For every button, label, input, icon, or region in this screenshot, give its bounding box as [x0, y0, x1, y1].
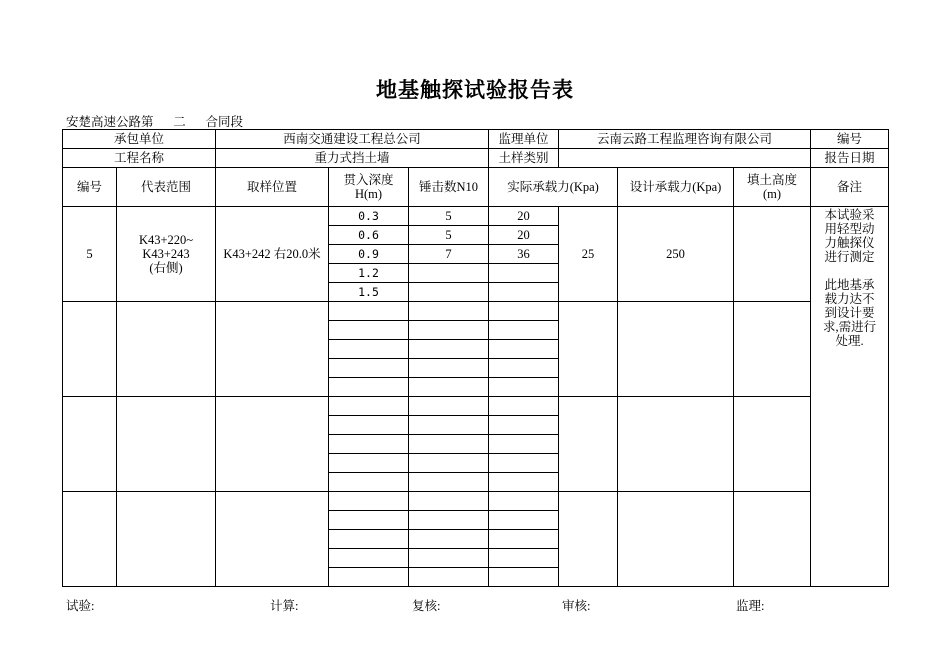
depth-cell — [329, 397, 409, 416]
supervise-signature-label: 监理: — [736, 599, 765, 613]
actual-cell — [489, 378, 559, 397]
group1-fill-height — [734, 207, 811, 302]
actual-cell — [489, 264, 559, 283]
audit-signature-label: 审核: — [562, 599, 591, 613]
group4-range — [117, 492, 216, 587]
actual-cell — [489, 397, 559, 416]
blows-cell: 5 — [409, 207, 489, 226]
contract-suffix: 合同段 — [205, 115, 244, 129]
test-signature-label: 试验: — [66, 599, 95, 613]
depth-cell — [329, 321, 409, 340]
group4-location — [216, 492, 329, 587]
remark-cell: 本试验采 用轻型动 力触探仪 进行测定 此地基承 载力达不 到设计要 求,需进行 处理. — [811, 207, 889, 587]
page-title: 地基触探试验报告表 — [376, 78, 574, 102]
blows-cell — [409, 473, 489, 492]
column-header-row — [63, 168, 889, 207]
blows-cell — [409, 264, 489, 283]
col-header-design: 设计承载力(Kpa) — [618, 168, 734, 207]
calc-signature-label: 计算: — [270, 599, 299, 613]
project-value: 重力式挡土墙 — [216, 149, 489, 168]
header-row-2 — [63, 149, 889, 168]
depth-cell: 0.9 — [329, 245, 409, 264]
depth-cell — [329, 359, 409, 378]
actual-cell — [489, 568, 559, 587]
col-header-remark: 备注 — [811, 168, 889, 207]
blows-cell — [409, 549, 489, 568]
table-row — [63, 302, 889, 321]
review-signature-label: 复核: — [412, 599, 441, 613]
blows-cell: 7 — [409, 245, 489, 264]
contract-prefix: 安楚高速公路第 — [66, 115, 154, 129]
group2-design — [618, 302, 734, 397]
actual-cell — [489, 511, 559, 530]
group4-no — [63, 492, 117, 587]
actual-cell — [489, 530, 559, 549]
group2-avg-actual — [559, 302, 618, 397]
actual-cell — [489, 302, 559, 321]
header-row-1 — [63, 130, 889, 149]
col-header-depth: 贯入深度 H(m) — [329, 168, 409, 207]
depth-cell: 1.2 — [329, 264, 409, 283]
blows-cell — [409, 530, 489, 549]
col-header-fill: 填土高度 (m) — [734, 168, 811, 207]
blows-cell — [409, 321, 489, 340]
supervisor-label: 监理单位 — [489, 130, 559, 149]
supervisor-value: 云南云路工程监理咨询有限公司 — [559, 130, 811, 149]
col-header-location: 取样位置 — [216, 168, 329, 207]
depth-cell — [329, 473, 409, 492]
depth-cell: 0.3 — [329, 207, 409, 226]
depth-cell — [329, 340, 409, 359]
depth-cell — [329, 416, 409, 435]
actual-cell — [489, 549, 559, 568]
col-header-blows: 锤击数N10 — [409, 168, 489, 207]
number-label: 编号 — [811, 130, 889, 149]
blows-cell — [409, 340, 489, 359]
test-report-table — [62, 129, 889, 587]
blows-cell — [409, 511, 489, 530]
contractor-value: 西南交通建设工程总公司 — [216, 130, 489, 149]
actual-cell — [489, 492, 559, 511]
col-header-range: 代表范围 — [117, 168, 216, 207]
depth-cell — [329, 568, 409, 587]
col-header-actual: 实际承载力(Kpa) — [489, 168, 618, 207]
blows-cell — [409, 302, 489, 321]
group4-avg-actual — [559, 492, 618, 587]
blows-cell — [409, 492, 489, 511]
blows-cell — [409, 397, 489, 416]
actual-cell — [489, 435, 559, 454]
signature-footer — [66, 596, 888, 612]
blows-cell — [409, 568, 489, 587]
blows-cell — [409, 378, 489, 397]
depth-cell — [329, 530, 409, 549]
depth-cell — [329, 302, 409, 321]
blows-cell — [409, 454, 489, 473]
blows-cell — [409, 359, 489, 378]
group3-range — [117, 397, 216, 492]
blows-cell: 5 — [409, 226, 489, 245]
blows-cell — [409, 283, 489, 302]
group3-location — [216, 397, 329, 492]
group3-fill-height — [734, 397, 811, 492]
blows-cell — [409, 416, 489, 435]
group2-fill-height — [734, 302, 811, 397]
group3-no — [63, 397, 117, 492]
group4-fill-height — [734, 492, 811, 587]
group1-no: 5 — [63, 207, 117, 302]
actual-cell: 36 — [489, 245, 559, 264]
actual-cell: 20 — [489, 226, 559, 245]
depth-cell — [329, 511, 409, 530]
group1-location: K43+242 右20.0米 — [216, 207, 329, 302]
blows-cell — [409, 435, 489, 454]
group2-range — [117, 302, 216, 397]
depth-cell — [329, 549, 409, 568]
actual-cell: 20 — [489, 207, 559, 226]
depth-cell: 1.5 — [329, 283, 409, 302]
table-row — [63, 492, 889, 511]
group4-design — [618, 492, 734, 587]
table-row — [63, 207, 889, 226]
actual-cell — [489, 321, 559, 340]
depth-cell — [329, 492, 409, 511]
actual-cell — [489, 473, 559, 492]
actual-cell — [489, 359, 559, 378]
actual-cell — [489, 454, 559, 473]
group3-avg-actual — [559, 397, 618, 492]
contractor-label: 承包单位 — [63, 130, 216, 149]
depth-cell — [329, 454, 409, 473]
group3-design — [618, 397, 734, 492]
depth-cell — [329, 378, 409, 397]
actual-cell — [489, 283, 559, 302]
contract-section-line — [66, 112, 243, 130]
col-header-no: 编号 — [63, 168, 117, 207]
contract-section-number: 二 — [154, 116, 206, 130]
group1-design: 250 — [618, 207, 734, 302]
actual-cell — [489, 340, 559, 359]
group1-avg-actual: 25 — [559, 207, 618, 302]
actual-cell — [489, 416, 559, 435]
group2-no — [63, 302, 117, 397]
depth-cell — [329, 435, 409, 454]
report-date-label: 报告日期 — [811, 149, 889, 168]
project-label: 工程名称 — [63, 149, 216, 168]
soil-type-label: 土样类别 — [489, 149, 559, 168]
group2-location — [216, 302, 329, 397]
group1-range: K43+220~ K43+243 (右侧) — [117, 207, 216, 302]
table-row — [63, 397, 889, 416]
soil-type-value — [559, 149, 811, 168]
depth-cell: 0.6 — [329, 226, 409, 245]
